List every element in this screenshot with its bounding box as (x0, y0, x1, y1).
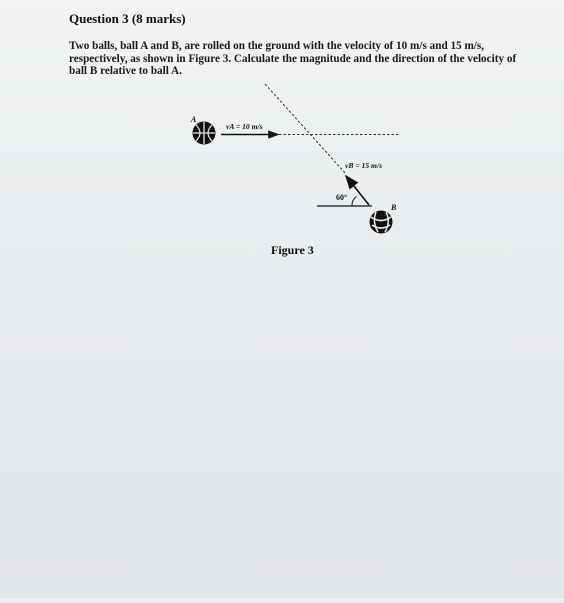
question-line: Two balls, ball A and B, are rolled on the ground with the velocity of 10 m/s and 15 m/s, (69, 40, 485, 52)
figure-caption: Figure 3 (271, 243, 314, 257)
question-line: ball B relative to ball A. (69, 65, 182, 78)
velocity-b-arrow (346, 176, 369, 205)
diagonal-reference-line (265, 84, 346, 174)
ball-a-basketball-icon (193, 122, 216, 145)
velocity-b-label: vB = 15 m/s (345, 161, 383, 170)
ball-b-volleyball-icon (370, 211, 393, 234)
angle-arc (352, 197, 357, 207)
ball-b-label: B (391, 203, 397, 212)
velocity-a-label: vA = 10 m/s (226, 122, 263, 131)
question-line: respectively, as shown in Figure 3. Calculate the magnitude and the direction of the velocity of (69, 52, 517, 65)
question-heading: Question 3 (8 marks) (69, 11, 186, 26)
ball-a-label: A (191, 115, 197, 124)
angle-label: 60° (336, 193, 348, 202)
